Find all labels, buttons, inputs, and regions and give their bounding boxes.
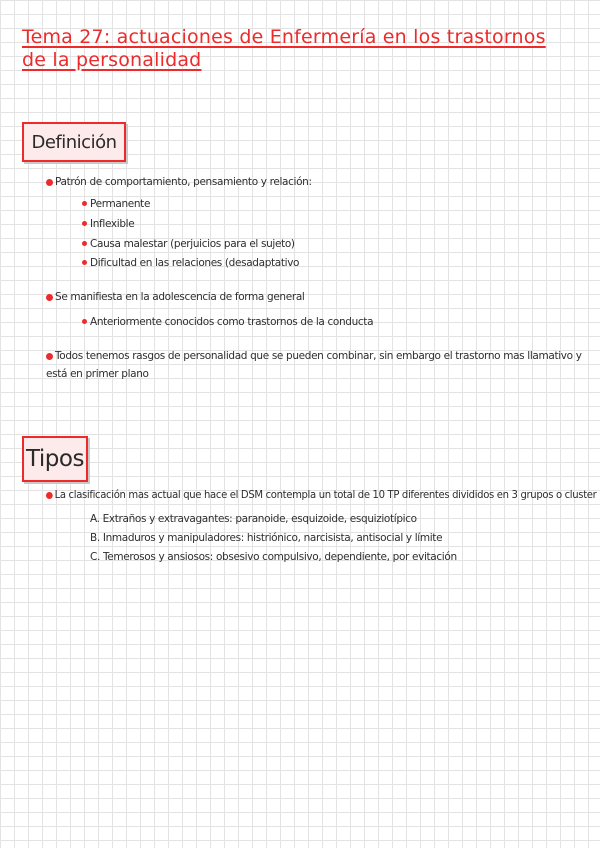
bullet-text: Todos tenemos rasgos de personalidad que se pueden combinar, sin embargo el trastorno mas llamativo y está en primer plano <box>46 350 582 380</box>
cluster-a: A. Extraños y extravagantes: paranoide, esquizoide, esquiziotípico <box>90 513 417 525</box>
section-heading-definicion: Definición <box>22 122 126 162</box>
bullet-dot <box>46 294 53 301</box>
sub-bullet-text: Anteriormente conocidos como trastornos de la conducta <box>90 316 374 328</box>
bullet-dot <box>82 241 87 246</box>
title-line-2: de la personalidad <box>22 49 202 71</box>
bullet-dot <box>46 492 53 499</box>
sub-bullet-malestar <box>82 235 295 253</box>
bullet-text: La clasificación mas actual que hace el DSM contempla un total de 10 TP diferentes divididos en 3 grupos o cluster <box>54 489 597 501</box>
bullet-dot <box>46 179 53 186</box>
bullet-patron <box>46 173 312 191</box>
bullet-dot <box>82 319 87 324</box>
bullet-text: Patrón de comportamiento, pensamiento y relación: <box>55 176 312 188</box>
sub-bullet-permanente <box>82 195 150 213</box>
sub-bullet-text: Inflexible <box>90 218 135 230</box>
bullet-rasgos <box>46 347 600 383</box>
section-heading-tipos: Tipos <box>22 436 88 482</box>
sub-bullet-text: Dificultad en las relaciones (desadaptativo <box>90 257 300 269</box>
sub-bullet-text: Permanente <box>90 198 151 210</box>
sub-bullet-anteriormente <box>82 313 373 331</box>
bullet-dot <box>82 260 87 265</box>
sub-bullet-dificultad <box>82 254 299 272</box>
bullet-dot <box>82 221 87 226</box>
bullet-dot <box>46 353 53 360</box>
bullet-text: Se manifiesta en la adolescencia de forma general <box>55 291 305 303</box>
bullet-adolescencia <box>46 288 304 306</box>
bullet-clasificacion <box>46 486 596 504</box>
title-line-1: Tema 27: actuaciones de Enfermería en los trastornos <box>22 26 546 48</box>
bullet-dot <box>82 201 87 206</box>
page-title <box>22 26 587 72</box>
cluster-c: C. Temerosos y ansiosos: obsesivo compulsivo, dependiente, por evitación <box>90 551 457 563</box>
sub-bullet-text: Causa malestar (perjuicios para el sujeto) <box>90 238 295 250</box>
cluster-b: B. Inmaduros y manipuladores: histriónico, narcisista, antisocial y límite <box>90 532 443 544</box>
sub-bullet-inflexible <box>82 215 134 233</box>
